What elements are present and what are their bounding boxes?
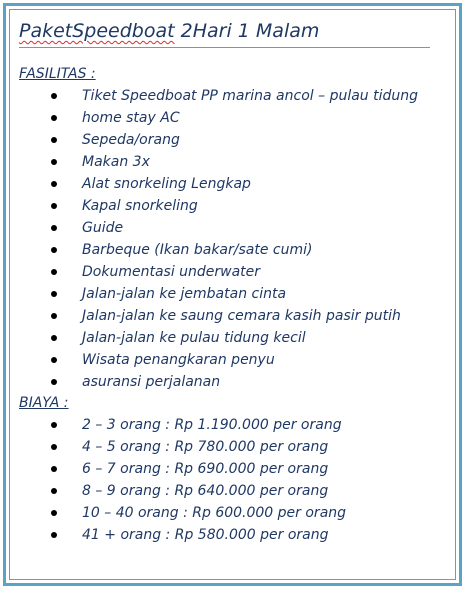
bullet-icon: [51, 510, 57, 516]
fasilitas-item-text: Makan 3x: [82, 154, 150, 170]
fasilitas-list: [0, 85, 418, 393]
bullet-icon: [51, 269, 57, 275]
bullet-icon: [51, 115, 57, 121]
bullet-icon: [51, 488, 57, 494]
bullet-icon: [51, 313, 57, 319]
fasilitas-item: [0, 151, 418, 173]
page-title: [19, 20, 319, 42]
fasilitas-item-text: Alat snorkeling Lengkap: [82, 176, 251, 192]
fasilitas-item-text: Wisata penangkaran penyu: [82, 352, 275, 368]
fasilitas-item: [0, 217, 418, 239]
biaya-item-text: 4 – 5 orang : Rp 780.000 per orang: [82, 439, 329, 455]
biaya-item: [0, 502, 346, 524]
fasilitas-item: [0, 305, 418, 327]
bullet-icon: [51, 335, 57, 341]
fasilitas-item: [0, 129, 418, 151]
bullet-icon: [51, 181, 57, 187]
bullet-icon: [51, 159, 57, 165]
fasilitas-item: [0, 85, 418, 107]
biaya-item-text: 6 – 7 orang : Rp 690.000 per orang: [82, 461, 329, 477]
fasilitas-item: [0, 239, 418, 261]
biaya-item: [0, 480, 346, 502]
biaya-item: [0, 524, 346, 546]
biaya-item: [0, 436, 346, 458]
fasilitas-item-text: Dokumentasi underwater: [82, 264, 261, 280]
title-divider: [19, 47, 430, 48]
bullet-icon: [51, 93, 57, 99]
bullet-icon: [51, 225, 57, 231]
fasilitas-item: [0, 327, 418, 349]
biaya-item-text: 10 – 40 orang : Rp 600.000 per orang: [82, 505, 347, 521]
fasilitas-heading: FASILITAS :: [19, 66, 96, 82]
fasilitas-item-text: Sepeda/orang: [82, 132, 180, 148]
fasilitas-item: [0, 283, 418, 305]
bullet-icon: [51, 137, 57, 143]
biaya-item-text: 2 – 3 orang : Rp 1.190.000 per orang: [82, 417, 342, 433]
fasilitas-item: [0, 195, 418, 217]
fasilitas-item-text: home stay AC: [82, 110, 180, 126]
fasilitas-item-text: Jalan-jalan ke jembatan cinta: [82, 286, 287, 302]
biaya-heading: BIAYA :: [19, 395, 69, 411]
fasilitas-item: [0, 371, 418, 393]
bullet-icon: [51, 203, 57, 209]
fasilitas-item: [0, 107, 418, 129]
fasilitas-item-text: asuransi perjalanan: [82, 374, 221, 390]
bullet-icon: [51, 379, 57, 385]
biaya-item-text: 8 – 9 orang : Rp 640.000 per orang: [82, 483, 329, 499]
bullet-icon: [51, 444, 57, 450]
bullet-icon: [51, 466, 57, 472]
biaya-item-text: 41 + orang : Rp 580.000 per orang: [82, 527, 329, 543]
fasilitas-item-text: Jalan-jalan ke saung cemara kasih pasir putih: [82, 308, 401, 324]
fasilitas-item-text: Kapal snorkeling: [82, 198, 198, 214]
bullet-icon: [51, 532, 57, 538]
fasilitas-item-text: Barbeque (Ikan bakar/sate cumi): [82, 242, 313, 258]
title-main: PaketSpeedboat: [19, 20, 175, 42]
biaya-list: [0, 414, 346, 546]
bullet-icon: [51, 247, 57, 253]
bullet-icon: [51, 422, 57, 428]
biaya-item: [0, 414, 346, 436]
title-duration: 2Hari 1 Malam: [174, 20, 320, 42]
fasilitas-item-text: Tiket Speedboat PP marina ancol – pulau tidung: [82, 88, 419, 104]
biaya-item: [0, 458, 346, 480]
bullet-icon: [51, 357, 57, 363]
bullet-icon: [51, 291, 57, 297]
fasilitas-item: [0, 173, 418, 195]
fasilitas-item: [0, 349, 418, 371]
fasilitas-item-text: Jalan-jalan ke pulau tidung kecil: [82, 330, 306, 346]
fasilitas-item: [0, 261, 418, 283]
fasilitas-item-text: Guide: [82, 220, 124, 236]
